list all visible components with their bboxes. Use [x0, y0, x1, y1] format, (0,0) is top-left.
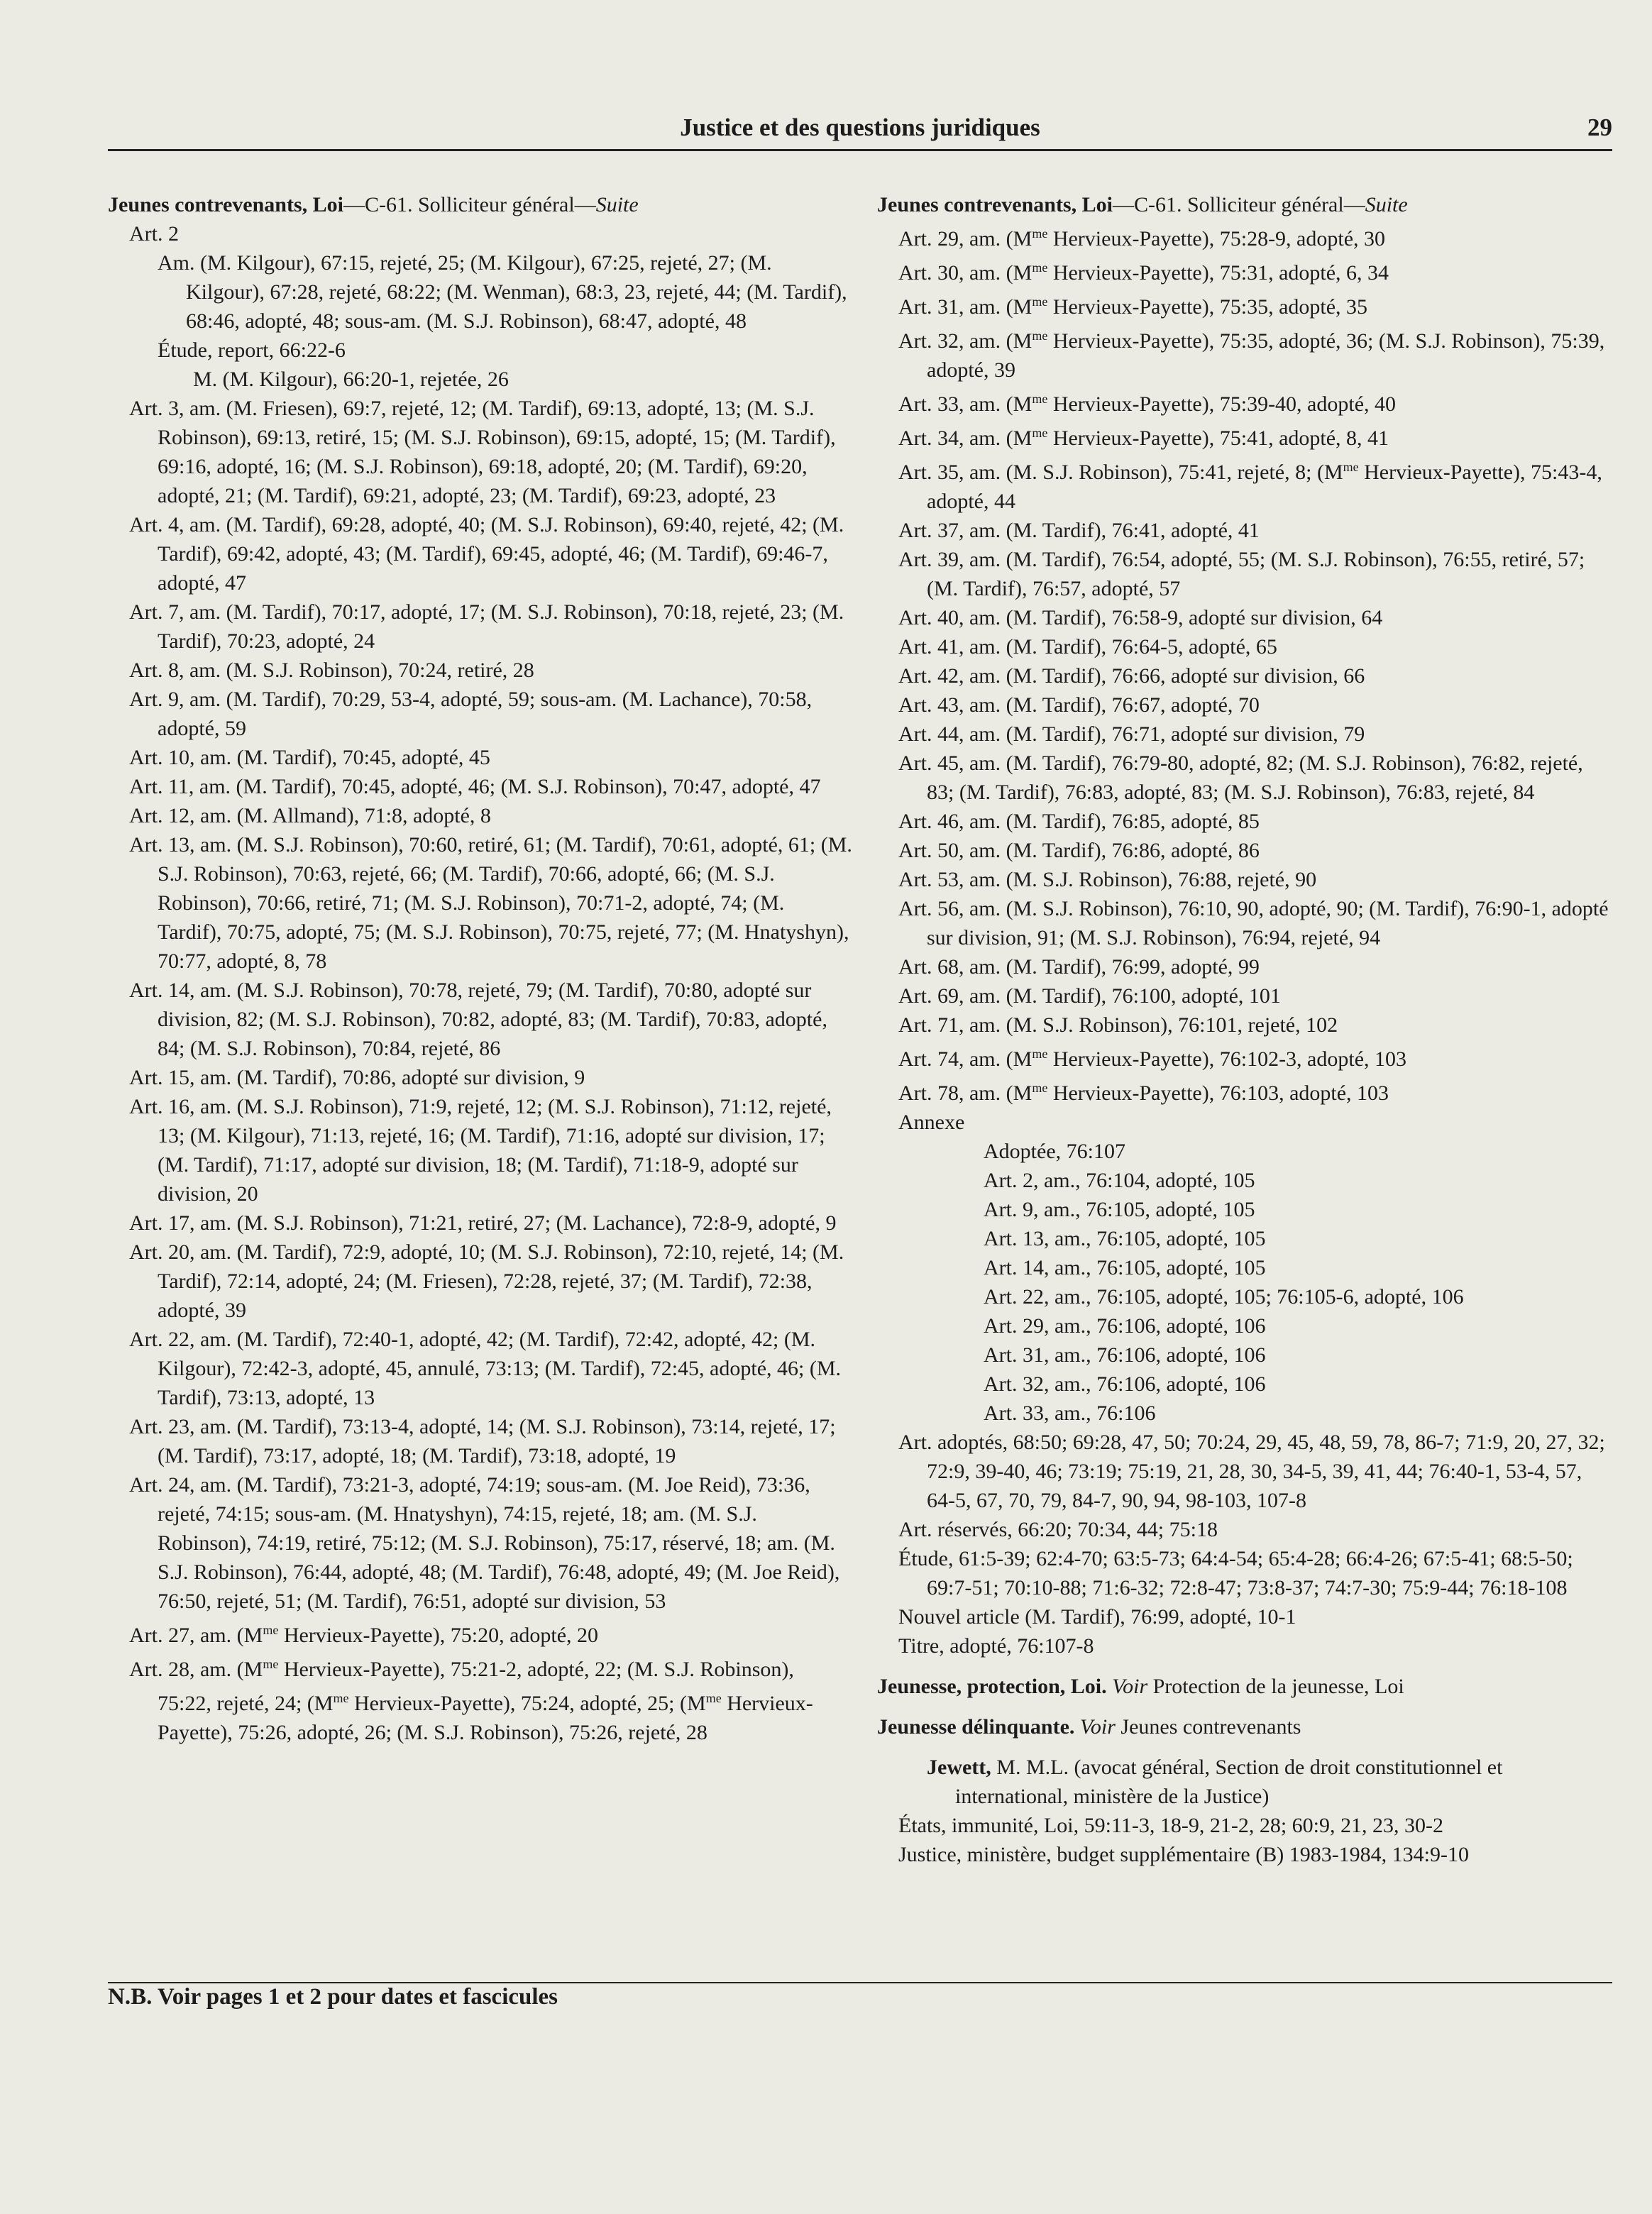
index-entry: Art. 68, am. (M. Tardif), 76:99, adopté, 99: [898, 955, 1260, 979]
index-entry: Art. 10, am. (M. Tardif), 70:45, adopté, 45: [129, 746, 490, 769]
page-number: 29: [1587, 114, 1612, 141]
index-entry: Étude, 61:5-39; 62:4-70; 63:5-73; 64:4-54; 65:4-28; 66:4-26; 67:5-41; 68:5-50; 69:7-51; 70:10-88; 71:6-32; 72:8-47; 73:8-37; 74:7-30; 75:9-44; 76:18-108: [898, 1547, 1573, 1599]
index-heading: Jeunes contrevenants, Loi—C-61. Solliciteur général—Suite: [877, 193, 1408, 216]
left-index-column: [108, 190, 853, 1747]
index-entry: Art. 27, am. ($M^{me}$ Hervieux-Payette), 75:20, adopté, 20: [129, 1623, 599, 1647]
index-entry: Art. 14, am. (M. S.J. Robinson), 70:78, rejeté, 79; (M. Tardif), 70:80, adopté sur division, 82; (M. S.J. Robinson), 70:82, adopté, 83; (M. Tardif), 70:83, adopté, 84; (M. S.J. Robinson), 70:84, rejeté, 86: [129, 979, 827, 1060]
index-entry: Art. 23, am. (M. Tardif), 73:13-4, adopté, 14; (M. S.J. Robinson), 73:14, rejeté, 17; (M. Tardif), 73:17, adopté, 18; (M. Tardif), 73:18, adopté, 19: [129, 1415, 836, 1467]
index-entry: Art. 71, am. (M. S.J. Robinson), 76:101, rejeté, 102: [898, 1013, 1338, 1037]
index-entry: Art. 28, am. ($M^{me}$ Hervieux-Payette), 75:21-2, adopté, 22; (M. S.J. Robinson), 75:22, rejeté, 24; ($M^{me}$ Hervieux-Payette), 75:24, adopté, 25; ($M^{me}$ Hervieux-Payette), 75:26, adopté, 26; (M. S.J. Robinson), 75:26, rejeté, 28: [129, 1657, 813, 1744]
index-entry: Art. réservés, 66:20; 70:34, 44; 75:18: [898, 1518, 1218, 1541]
index-entry: Am. (M. Kilgour), 67:15, rejeté, 25; (M. Kilgour), 67:25, rejeté, 27; (M. Kilgour), 67:28, rejeté, 68:22; (M. Wenman), 68:3, 23, rejeté, 44; (M. Tardif), 68:46, adopté, 48; sous-am. (M. S.J. Robinson), 68:47, adopté, 48: [158, 251, 847, 333]
index-entry: Art. 78, am. ($M^{me}$ Hervieux-Payette), 76:103, adopté, 103: [898, 1081, 1389, 1105]
index-heading-term: Jeunes contrevenants, Loi: [877, 193, 1113, 216]
index-entry: Étude, report, 66:22-6: [158, 338, 346, 362]
index-entry: Art. 34, am. ($M^{me}$ Hervieux-Payette), 75:41, adopté, 8, 41: [898, 426, 1389, 450]
index-entry: Art. 9, am. (M. Tardif), 70:29, 53-4, adopté, 59; sous-am. (M. Lachance), 70:58, adopté, 59: [129, 688, 813, 740]
index-entry: Art. 7, am. (M. Tardif), 70:17, adopté, 17; (M. S.J. Robinson), 70:18, rejeté, 23; (M. Tardif), 70:23, adopté, 24: [129, 600, 844, 653]
index-entry: Art. 15, am. (M. Tardif), 70:86, adopté sur division, 9: [129, 1066, 585, 1089]
index-entry: Art. 32, am., 76:106, adopté, 106: [984, 1372, 1266, 1396]
index-entry: Art. 31, am. ($M^{me}$ Hervieux-Payette), 75:35, adopté, 35: [898, 294, 1368, 319]
header-rule: [108, 149, 1612, 151]
index-entry: Art. 33, am. ($M^{me}$ Hervieux-Payette), 75:39-40, adopté, 40: [898, 392, 1397, 416]
index-entry: Art. 42, am. (M. Tardif), 76:66, adopté sur division, 66: [898, 664, 1365, 688]
index-entry: Art. 45, am. (M. Tardif), 76:79-80, adopté, 82; (M. S.J. Robinson), 76:82, rejeté, 83; (M. Tardif), 76:83, adopté, 83; (M. S.J. Robinson), 76:83, rejeté, 84: [898, 751, 1583, 804]
spacer: [877, 1660, 1615, 1672]
index-entry: Art. 29, am. ($M^{me}$ Hervieux-Payette), 75:28-9, adopté, 30: [898, 226, 1386, 250]
index-entry: Nouvel article (M. Tardif), 76:99, adopté, 10-1: [898, 1605, 1296, 1629]
index-entry: Art. 33, am., 76:106: [984, 1401, 1156, 1425]
index-heading: Jeunes contrevenants, Loi—C-61. Solliciteur général—Suite: [108, 193, 639, 216]
index-heading-term: Jeunesse, protection, Loi.: [877, 1675, 1107, 1698]
index-entry: Art. 39, am. (M. Tardif), 76:54, adopté, 55; (M. S.J. Robinson), 76:55, retiré, 57; (M. Tardif), 76:57, adopté, 57: [898, 548, 1585, 600]
index-entry: Art. adoptés, 68:50; 69:28, 47, 50; 70:24, 29, 45, 48, 59, 78, 86-7; 71:9, 20, 27, 32; 72:9, 39-40, 46; 73:19; 75:19, 21, 28, 30, 34-5, 39, 41, 44; 76:40-1, 53-4, 57, 64-5, 67, 70, 79, 84-7, 90, 94, 98-103, 107-8: [898, 1431, 1605, 1512]
index-entry: Art. 30, am. ($M^{me}$ Hervieux-Payette), 75:31, adopté, 6, 34: [898, 260, 1389, 285]
index-entry: Art. 8, am. (M. S.J. Robinson), 70:24, retiré, 28: [129, 659, 534, 682]
index-entry: Art. 31, am., 76:106, adopté, 106: [984, 1343, 1266, 1367]
index-entry: Art. 43, am. (M. Tardif), 76:67, adopté, 70: [898, 693, 1260, 717]
index-entry: Art. 29, am., 76:106, adopté, 106: [984, 1314, 1266, 1338]
index-entry: Art. 22, am. (M. Tardif), 72:40-1, adopté, 42; (M. Tardif), 72:42, adopté, 42; (M. Kilgour), 72:42-3, adopté, 45, annulé, 73:13; (M. Tardif), 72:45, adopté, 46; (M. Tardif), 73:13, adopté, 13: [129, 1328, 842, 1409]
page-title: Justice et des questions juridiques: [680, 114, 1040, 141]
index-entry: Justice, ministère, budget supplémentaire (B) 1983-1984, 134:9-10: [898, 1843, 1470, 1866]
index-entry: Art. 24, am. (M. Tardif), 73:21-3, adopté, 74:19; sous-am. (M. Joe Reid), 73:36, rejeté, 74:15; sous-am. (M. Hnatyshyn), 74:15, rejeté, 18; am. (M. S.J. Robinson), 74:19, retiré, 75:12; (M. S.J. Robinson), 75:17, réservé, 18; am. (M. S.J. Robinson), 76:44, adopté, 48; (M. Tardif), 76:48, adopté, 49; (M. Joe Reid), 76:50, rejeté, 51; (M. Tardif), 76:51, adopté sur division, 53: [129, 1473, 840, 1613]
spacer: [877, 1701, 1615, 1712]
index-heading-term: Jewett,: [927, 1756, 991, 1779]
index-entry: Art. 9, am., 76:105, adopté, 105: [984, 1198, 1255, 1221]
index-entry: Art. 20, am. (M. Tardif), 72:9, adopté, 10; (M. S.J. Robinson), 72:10, rejeté, 14; (M. Tardif), 72:14, adopté, 24; (M. Friesen), 72:28, rejeté, 37; (M. Tardif), 72:38, adopté, 39: [129, 1240, 844, 1322]
index-entry: Art. 16, am. (M. S.J. Robinson), 71:9, rejeté, 12; (M. S.J. Robinson), 71:12, rejeté, 13; (M. Kilgour), 71:13, rejeté, 16; (M. Tardif), 71:16, adopté sur division, 17; (M. Tardif), 71:17, adopté sur division, 18; (M. Tardif), 71:18-9, adopté sur division, 20: [129, 1095, 832, 1206]
index-heading: Jeunesse délinquante. Voir Jeunes contrevenants: [877, 1715, 1301, 1739]
index-entry: Jewett, M. M.L. (avocat général, Section de droit constitutionnel et international, ministère de la Justice): [927, 1756, 1503, 1808]
spacer: [877, 1741, 1615, 1753]
index-entry: Art. 50, am. (M. Tardif), 76:86, adopté, 86: [898, 839, 1260, 862]
index-entry: M. (M. Kilgour), 66:20-1, rejetée, 26: [193, 368, 509, 391]
index-heading-term: Jeunes contrevenants, Loi: [108, 193, 343, 216]
index-entry: Art. 35, am. (M. S.J. Robinson), 75:41, rejeté, 8; ($M^{me}$ Hervieux-Payette), 75:43-4, adopté, 44: [898, 460, 1602, 513]
index-entry: Art. 13, am. (M. S.J. Robinson), 70:60, retiré, 61; (M. Tardif), 70:61, adopté, 61; (M. S.J. Robinson), 70:63, rejeté, 66; (M. Tardif), 70:66, adopté, 66; (M. S.J. Robinson), 70:66, retiré, 71; (M. S.J. Robinson), 70:71-2, adopté, 74; (M. Tardif), 70:75, adopté, 75; (M. S.J. Robinson), 70:75, rejeté, 77; (M. Hnatyshyn), 70:77, adopté, 8, 78: [129, 833, 852, 973]
index-entry: Art. 44, am. (M. Tardif), 76:71, adopté sur division, 79: [898, 722, 1365, 746]
index-entry: Art. 40, am. (M. Tardif), 76:58-9, adopté sur division, 64: [898, 606, 1383, 629]
index-entry: Titre, adopté, 76:107-8: [898, 1634, 1094, 1658]
index-entry: Adoptée, 76:107: [984, 1140, 1125, 1163]
index-entry: Art. 13, am., 76:105, adopté, 105: [984, 1227, 1266, 1250]
index-entry: Art. 11, am. (M. Tardif), 70:45, adopté, 46; (M. S.J. Robinson), 70:47, adopté, 47: [129, 775, 821, 798]
index-entry: Art. 46, am. (M. Tardif), 76:85, adopté, 85: [898, 810, 1260, 833]
index-heading: Jeunesse, protection, Loi. Voir Protection de la jeunesse, Loi: [877, 1675, 1404, 1698]
index-entry: Art. 41, am. (M. Tardif), 76:64-5, adopté, 65: [898, 635, 1277, 659]
index-entry: Art. 22, am., 76:105, adopté, 105; 76:105-6, adopté, 106: [984, 1285, 1464, 1309]
right-index-column: [877, 190, 1615, 1869]
index-entry: Art. 37, am. (M. Tardif), 76:41, adopté, 41: [898, 519, 1260, 542]
index-entry: Art. 17, am. (M. S.J. Robinson), 71:21, retiré, 27; (M. Lachance), 72:8-9, adopté, 9: [129, 1211, 837, 1235]
index-entry: Art. 12, am. (M. Allmand), 71:8, adopté, 8: [129, 804, 491, 827]
index-entry: Art. 4, am. (M. Tardif), 69:28, adopté, 40; (M. S.J. Robinson), 69:40, rejeté, 42; (M. Tardif), 69:42, adopté, 43; (M. Tardif), 69:45, adopté, 46; (M. Tardif), 69:46-7, adopté, 47: [129, 513, 844, 595]
index-entry: Annexe: [898, 1111, 965, 1134]
index-heading-term: Jeunesse délinquante.: [877, 1715, 1075, 1739]
index-entry: Art. 56, am. (M. S.J. Robinson), 76:10, 90, adopté, 90; (M. Tardif), 76:90-1, adopté sur division, 91; (M. S.J. Robinson), 76:94, rejeté, 94: [898, 897, 1609, 949]
index-entry: Art. 53, am. (M. S.J. Robinson), 76:88, rejeté, 90: [898, 868, 1317, 891]
index-entry: Art. 14, am., 76:105, adopté, 105: [984, 1256, 1266, 1279]
footnote: N.B. Voir pages 1 et 2 pour dates et fascicules: [108, 1984, 558, 2010]
index-entry: États, immunité, Loi, 59:11-3, 18-9, 21-2, 28; 60:9, 21, 23, 30-2: [898, 1814, 1443, 1837]
index-entry: Art. 69, am. (M. Tardif), 76:100, adopté, 101: [898, 984, 1281, 1008]
index-entry: Art. 32, am. ($M^{me}$ Hervieux-Payette), 75:35, adopté, 36; (M. S.J. Robinson), 75:39, adopté, 39: [898, 329, 1605, 382]
index-entry: Art. 3, am. (M. Friesen), 69:7, rejeté, 12; (M. Tardif), 69:13, adopté, 13; (M. S.J. Robinson), 69:13, retiré, 15; (M. S.J. Robinson), 69:15, adopté, 15; (M. Tardif), 69:16, adopté, 16; (M. S.J. Robinson), 69:18, adopté, 20; (M. Tardif), 69:20, adopté, 21; (M. Tardif), 69:21, adopté, 23; (M. Tardif), 69:23, adopté, 23: [129, 397, 836, 507]
footer-rule: [108, 1982, 1612, 1983]
index-entry: Art. 74, am. ($M^{me}$ Hervieux-Payette), 76:102-3, adopté, 103: [898, 1047, 1407, 1071]
index-entry: Art. 2, am., 76:104, adopté, 105: [984, 1169, 1255, 1192]
index-entry: Art. 2: [129, 222, 179, 246]
page-header: [108, 114, 1612, 152]
